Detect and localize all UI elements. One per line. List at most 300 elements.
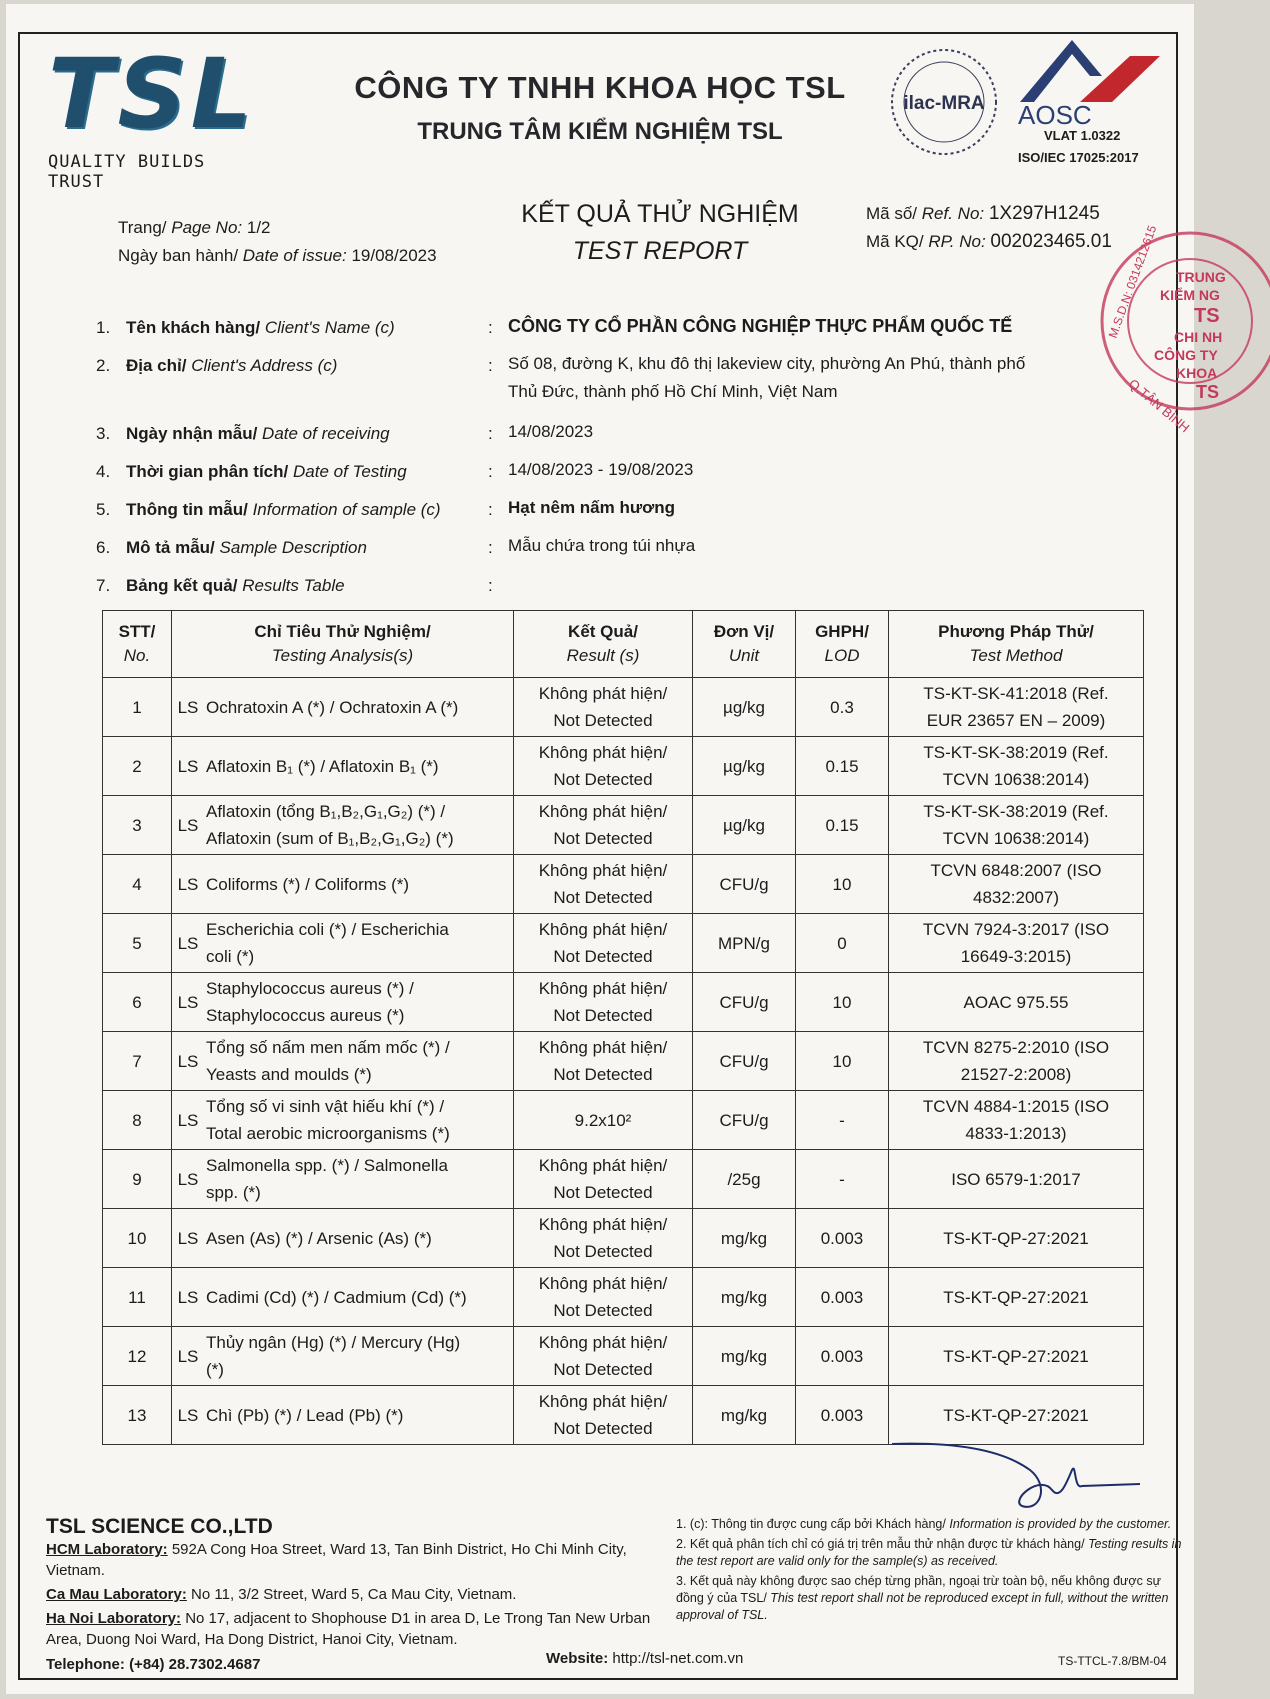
cell-result (514, 737, 693, 796)
cell-method-text: 21527-2:2008) (960, 1065, 1072, 1084)
cell-unit-text: µg/kg (723, 697, 765, 717)
cell-analysis-text: Asen (As) (*) / Arsenic (As) (*) (206, 1228, 432, 1248)
cell-result (514, 1268, 693, 1327)
info-label-vi: Mô tả mẫu/ (126, 538, 215, 557)
svg-text:Q.TÂN BÌNH: Q.TÂN BÌNH (1125, 375, 1193, 436)
cell-lod-text: 0 (837, 933, 847, 953)
cell-unit (693, 678, 796, 737)
table-row (103, 855, 1144, 914)
info-sample-information (96, 500, 441, 520)
cell-result (514, 855, 693, 914)
address-line-2: Thủ Đức, thành phố Hồ Chí Minh, Việt Nam (508, 382, 838, 401)
table-row (103, 1091, 1144, 1150)
cell-no-text: 1 (132, 697, 142, 717)
cell-unit-text: mg/kg (720, 1228, 768, 1248)
table-row (103, 1327, 1144, 1386)
header-unit-en: Unit (728, 646, 760, 665)
rp-label: Mã KQ/ (866, 232, 924, 251)
cell-unit-text: µg/kg (723, 815, 765, 835)
cell-ls (172, 1268, 205, 1327)
camau-label: Ca Mau Laboratory: (46, 1586, 187, 1603)
header-result-en: Result (s) (566, 646, 640, 665)
footer-note (676, 1536, 1191, 1570)
cell-unit (693, 1386, 796, 1445)
aosc-iso: ISO/IEC 17025:2017 (1018, 150, 1139, 165)
issue-date-line (118, 242, 437, 270)
info-colon: : (488, 538, 493, 557)
cell-analysis-text: Cadimi (Cd) (*) / Cadmium (Cd) (*) (206, 1287, 467, 1307)
note-num: 1. (676, 1517, 687, 1531)
cell-result-text: Không phát hiện/ (538, 1392, 668, 1411)
cell-unit (693, 1032, 796, 1091)
info-label-en: Date of Testing (292, 462, 407, 481)
cell-no (103, 796, 172, 855)
cell-result-text: Not Detected (553, 1006, 653, 1025)
header-result (514, 611, 693, 678)
cell-no-text: 13 (127, 1405, 147, 1425)
cell-analysis-text: Escherichia coli (*) / Escherichia (206, 920, 449, 939)
telephone-value: (+84) 28.7302.4687 (129, 1656, 261, 1673)
cell-result-text: Không phát hiện/ (538, 979, 668, 998)
cell-analysis-text: Yeasts and moulds (*) (206, 1065, 372, 1084)
cell-lod-text: 10 (832, 992, 852, 1012)
cell-unit (693, 973, 796, 1032)
info-label-vi: Thời gian phân tích/ (126, 462, 289, 481)
info-client-address (96, 356, 337, 376)
cell-method-text: 4833-1:2013) (965, 1124, 1067, 1143)
cell-analysis-text: coli (*) (206, 947, 255, 966)
cell-unit (693, 1327, 796, 1386)
header-method-en: Test Method (969, 646, 1063, 665)
title-en: TEST REPORT (572, 237, 748, 265)
info-colon: : (488, 424, 493, 443)
header-no-en: No. (123, 646, 151, 665)
footer-notes (676, 1516, 1191, 1627)
cell-ls-text: LS (177, 874, 199, 894)
header-no-vi: STT/ (118, 622, 156, 641)
cell-result-text: Not Detected (553, 1242, 653, 1261)
header-lod-en: LOD (824, 646, 860, 665)
cell-ls-text: LS (177, 1228, 199, 1248)
cell-result-text: Not Detected (553, 829, 653, 848)
cell-unit-text: MPN/g (718, 933, 770, 953)
cell-unit (693, 1150, 796, 1209)
cell-ls (172, 1032, 205, 1091)
info-colon: : (488, 462, 493, 481)
cell-ls-text: LS (177, 1051, 199, 1071)
cell-result-text: Not Detected (553, 1301, 653, 1320)
aosc-accreditation (1010, 36, 1170, 176)
cell-method (889, 1327, 1144, 1386)
form-code: TS-TTCL-7.8/BM-04 (1058, 1654, 1167, 1668)
cell-method (889, 1150, 1144, 1209)
cell-lod (796, 973, 889, 1032)
cell-analysis (204, 914, 514, 973)
cell-analysis-text: Staphylococcus aureus (*) / (206, 979, 414, 998)
note-vi: Kết quả phân tích chỉ có giá trị trên mẫu thử nhận được từ khách hàng/ (689, 1537, 1085, 1551)
page-number-line (118, 214, 437, 242)
hcm-label: HCM Laboratory: (46, 1541, 168, 1558)
cell-no (103, 1091, 172, 1150)
cell-lod (796, 1327, 889, 1386)
svg-text:TS: TS (1196, 382, 1220, 402)
cell-ls-text: LS (177, 992, 199, 1012)
cell-result (514, 796, 693, 855)
cell-lod-text: 0.003 (820, 1287, 864, 1307)
ref-label-en: Ref. No: (921, 204, 985, 223)
cell-lod (796, 1268, 889, 1327)
cell-analysis (204, 1327, 514, 1386)
info-date-receiving (96, 424, 390, 444)
cell-analysis (204, 1150, 514, 1209)
cell-unit-text: /25g (727, 1169, 761, 1189)
cell-no-text: 7 (132, 1051, 142, 1071)
cell-result (514, 973, 693, 1032)
cell-lod (796, 1209, 889, 1268)
table-row (103, 737, 1144, 796)
cell-lod-text: 10 (832, 874, 852, 894)
info-date-testing (96, 462, 407, 482)
info-sample-description (96, 538, 367, 558)
cell-ls (172, 796, 205, 855)
cell-ls-text: LS (177, 933, 199, 953)
footer-company: TSL SCIENCE CO.,LTD (46, 1515, 273, 1538)
cell-no (103, 1150, 172, 1209)
header-analysis-vi: Chỉ Tiêu Thử Nghiệm/ (254, 622, 431, 641)
cell-result (514, 1032, 693, 1091)
info-label-en: Information of sample (c) (252, 500, 441, 519)
table-header-row (103, 611, 1144, 678)
ilac-mra-badge (888, 46, 1000, 158)
info-num: 1. (96, 318, 111, 337)
cell-no-text: 11 (128, 1287, 146, 1307)
date-testing-value: 14/08/2023 - 19/08/2023 (508, 460, 694, 479)
header-unit-vi: Đơn Vị/ (713, 622, 775, 641)
cell-no (103, 1386, 172, 1445)
cell-lod (796, 1032, 889, 1091)
cell-lod (796, 1386, 889, 1445)
cell-method-text: TS-KT-SK-38:2019 (Ref. (923, 802, 1109, 821)
cell-result-text: Not Detected (553, 1183, 653, 1202)
cell-no-text: 5 (132, 933, 142, 953)
cell-analysis (204, 796, 514, 855)
website-link[interactable]: http://tsl-net.com.vn (612, 1650, 744, 1667)
logo-tagline: QUALITY BUILDS TRUST (48, 152, 206, 192)
table-row (103, 1268, 1144, 1327)
header-no (103, 611, 172, 678)
sample-description-value: Mẫu chứa trong túi nhựa (508, 536, 696, 555)
cell-lod-text: 0.15 (825, 756, 859, 776)
cell-analysis-text: Salmonella spp. (*) / Salmonella (206, 1156, 448, 1175)
title-vi: KẾT QUẢ THỬ NGHIỆM (521, 200, 799, 228)
cell-method (889, 1091, 1144, 1150)
page-label-en: Page No: (171, 218, 243, 237)
svg-text:KHOA: KHOA (1176, 365, 1218, 381)
cell-no (103, 973, 172, 1032)
tsl-logo (48, 38, 268, 192)
cell-lod (796, 914, 889, 973)
cell-no-text: 9 (132, 1169, 142, 1189)
cell-unit-text: mg/kg (720, 1405, 768, 1425)
rp-label-en: RP. No: (928, 232, 986, 251)
signature (890, 1440, 1150, 1520)
cell-result-text: Không phát hiện/ (538, 743, 668, 762)
date-label-en: Date of issue: (242, 246, 347, 265)
cell-lod-text: 0.003 (820, 1405, 864, 1425)
hanoi-label: Ha Noi Laboratory: (46, 1610, 182, 1627)
header-analysis (172, 611, 514, 678)
cell-no (103, 1209, 172, 1268)
cell-result (514, 914, 693, 973)
cell-method (889, 914, 1144, 973)
cell-ls-text: LS (177, 1405, 199, 1425)
cell-no (103, 1032, 172, 1091)
cell-method-text: TCVN 6848:2007 (ISO (930, 861, 1102, 880)
report-title (480, 200, 840, 266)
cell-unit (693, 1091, 796, 1150)
cell-method (889, 678, 1144, 737)
cell-ls (172, 1386, 205, 1445)
table-row (103, 1209, 1144, 1268)
cell-result-text: Không phát hiện/ (538, 1274, 668, 1293)
cell-analysis-text: Aflatoxin B₁ (*) / Aflatoxin B₁ (*) (206, 756, 439, 776)
client-address-value (508, 350, 1025, 406)
cell-method-text: TS-KT-QP-27:2021 (943, 1346, 1089, 1366)
cell-analysis (204, 678, 514, 737)
cell-method (889, 1209, 1144, 1268)
cell-unit (693, 1209, 796, 1268)
date-receiving-value: 14/08/2023 (508, 422, 594, 441)
cell-method-text: 16649-3:2015) (960, 947, 1072, 966)
cell-analysis (204, 737, 514, 796)
cell-result-text: Không phát hiện/ (538, 802, 668, 821)
cell-result (514, 1386, 693, 1445)
cell-no-text: 8 (132, 1110, 142, 1130)
company-stamp (1090, 223, 1270, 436)
info-results-table (96, 576, 345, 596)
header-method (889, 611, 1144, 678)
cell-analysis-text: spp. (*) (206, 1183, 261, 1202)
hanoi-address: No 17, adjacent to Shophouse D1 in area D, Le Trong Tan New Urban Area, Duong Noi Ward, Ha Dong District, Hanoi City, Vietnam. (46, 1610, 651, 1648)
cell-lod (796, 678, 889, 737)
info-num: 5. (96, 500, 111, 519)
cell-no-text: 6 (132, 992, 142, 1012)
info-label-en: Results Table (242, 576, 345, 595)
footer-note (676, 1573, 1191, 1624)
footer-website (546, 1650, 743, 1667)
header-analysis-en: Testing Analysis(s) (271, 646, 414, 665)
cell-no (103, 678, 172, 737)
note-en: Information is provided by the customer. (949, 1517, 1172, 1531)
note-en: This test report shall not be reproduced except in full, without the written approval of TSL. (676, 1591, 1169, 1622)
cell-method (889, 1032, 1144, 1091)
cell-ls (172, 1091, 205, 1150)
cell-no (103, 914, 172, 973)
cell-ls-text: LS (177, 1287, 199, 1307)
note-vi: Kết quả này không được sao chép từng phần, ngoại trừ toàn bộ, nếu không được sự đồng ý của TSL/ (676, 1574, 1161, 1605)
svg-text:TRUNG: TRUNG (1176, 269, 1226, 285)
cell-analysis (204, 1209, 514, 1268)
note-num: 2. (676, 1537, 687, 1551)
aosc-name: AOSC (1018, 100, 1092, 130)
note-vi: (c): Thông tin được cung cấp bởi Khách hàng/ (689, 1517, 946, 1531)
cell-analysis-text: Tổng số vi sinh vật hiếu khí (*) / (206, 1097, 445, 1116)
cell-unit-text: CFU/g (719, 1051, 769, 1071)
svg-text:CHI NH: CHI NH (1174, 329, 1223, 345)
note-num: 3. (676, 1574, 687, 1588)
cell-lod-text: 0.3 (830, 697, 854, 717)
rp-number-line (866, 228, 1112, 256)
logo-mark: TSL (48, 38, 256, 150)
cell-unit-text: CFU/g (719, 874, 769, 894)
cell-lod (796, 1150, 889, 1209)
report-meta-left (118, 214, 437, 270)
cell-unit (693, 914, 796, 973)
info-colon: : (488, 576, 493, 595)
cell-result (514, 678, 693, 737)
svg-text:ilac-MRA: ilac-MRA (903, 93, 985, 114)
cell-result-text: Not Detected (553, 1360, 653, 1379)
cell-result-text: Not Detected (553, 888, 653, 907)
cell-method-text: AOAC 975.55 (963, 992, 1069, 1012)
cell-analysis-text: Total aerobic microorganisms (*) (206, 1124, 450, 1143)
cell-lod-text: - (839, 1169, 845, 1189)
note-en: Testing results in the test report are valid only for the sample(s) as received. (676, 1537, 1182, 1568)
info-label-en: Sample Description (219, 538, 367, 557)
cell-result-text: Not Detected (553, 1065, 653, 1084)
cell-no (103, 1268, 172, 1327)
cell-ls-text: LS (177, 1169, 199, 1189)
cell-no (103, 1327, 172, 1386)
cell-no-text: 3 (132, 815, 142, 835)
cell-result-text: Không phát hiện/ (538, 1333, 668, 1352)
cell-analysis-text: Tổng số nấm men nấm mốc (*) / (206, 1038, 450, 1057)
cell-ls-text: LS (177, 697, 199, 717)
cell-lod (796, 855, 889, 914)
info-label-vi: Ngày nhận mẫu/ (126, 424, 258, 443)
results-body (103, 678, 1144, 1445)
header-unit (693, 611, 796, 678)
cell-method-text: 4832:2007) (972, 888, 1060, 907)
info-num: 3. (96, 424, 111, 443)
ref-value: 1X297H1245 (988, 203, 1100, 224)
cell-method-text: TS-KT-QP-27:2021 (943, 1287, 1089, 1307)
cell-lod-text: - (839, 1110, 845, 1130)
table-row (103, 796, 1144, 855)
cell-ls (172, 678, 205, 737)
aosc-triangle-logo (1010, 36, 1170, 106)
telephone-label: Telephone: (46, 1656, 125, 1673)
cell-ls (172, 855, 205, 914)
cell-method (889, 796, 1144, 855)
results-table (102, 610, 1144, 1445)
cell-lod-text: 0.15 (825, 815, 859, 835)
info-num: 6. (96, 538, 111, 557)
cell-unit-text: CFU/g (719, 992, 769, 1012)
cell-unit-text: CFU/g (719, 1110, 769, 1130)
cell-unit (693, 796, 796, 855)
center-name: TRUNG TÂM KIỂM NGHIỆM TSL (417, 118, 783, 145)
info-label-vi: Địa chỉ/ (126, 356, 187, 375)
cell-analysis (204, 1386, 514, 1445)
rp-value: 002023465.01 (990, 231, 1112, 252)
cell-analysis-text: Staphylococcus aureus (*) (206, 1006, 405, 1025)
info-colon: : (488, 318, 493, 337)
aosc-vlat: VLAT 1.0322 (1044, 128, 1121, 143)
cell-analysis (204, 1032, 514, 1091)
cell-result (514, 1150, 693, 1209)
cell-unit-text: µg/kg (723, 756, 765, 776)
cell-method (889, 1268, 1144, 1327)
table-row (103, 1032, 1144, 1091)
cell-result-text: Không phát hiện/ (538, 861, 668, 880)
cell-no-text: 2 (132, 756, 142, 776)
header-lod-vi: GHPH/ (815, 622, 869, 641)
cell-unit (693, 855, 796, 914)
svg-text:KIỂM NG: KIỂM NG (1160, 287, 1220, 303)
info-num: 2. (96, 356, 111, 375)
cell-method-text: TCVN 4884-1:2015 (ISO (922, 1097, 1110, 1116)
hcm-address: 592A Cong Hoa Street, Ward 13, Tan Binh District, Ho Chi Minh City, Vietnam. (46, 1541, 627, 1579)
cell-no (103, 855, 172, 914)
cell-analysis-text: Ochratoxin A (*) / Ochratoxin A (*) (206, 697, 459, 717)
cell-ls (172, 914, 205, 973)
footer-note (676, 1516, 1191, 1533)
date-value: 19/08/2023 (351, 246, 437, 265)
cell-no-text: 12 (127, 1346, 147, 1366)
cell-method-text: TS-KT-QP-27:2021 (943, 1228, 1089, 1248)
cell-ls (172, 737, 205, 796)
cell-ls (172, 973, 205, 1032)
info-client-name (96, 318, 395, 338)
table-row (103, 1386, 1144, 1445)
svg-text:M.S.D.N: 0314212615: M.S.D.N: 0314212615 (1105, 223, 1160, 340)
cell-lod (796, 1091, 889, 1150)
cell-analysis (204, 1091, 514, 1150)
cell-method (889, 1386, 1144, 1445)
cell-method-text: TCVN 8275-2:2010 (ISO (922, 1038, 1110, 1057)
cell-lod-text: 10 (832, 1051, 852, 1071)
cell-ls (172, 1150, 205, 1209)
cell-analysis-text: (*) (206, 1360, 224, 1379)
cell-result-text: Không phát hiện/ (538, 1215, 668, 1234)
ref-label: Mã số/ (866, 204, 918, 223)
header-result-vi: Kết Quả/ (568, 622, 638, 641)
report-meta-right (866, 200, 1112, 256)
info-colon: : (488, 500, 493, 519)
website-label: Website: (546, 1650, 609, 1667)
cell-result-text: Không phát hiện/ (538, 1156, 668, 1175)
cell-no-text: 10 (127, 1228, 147, 1248)
cell-result-text: 9.2x10² (574, 1110, 632, 1130)
company-heading (320, 70, 880, 146)
sample-information-value: Hạt nêm nấm hương (508, 498, 676, 517)
svg-text:TS: TS (1194, 305, 1220, 327)
cell-lod-text: 0.003 (820, 1346, 864, 1366)
cell-method-text: TS-KT-QP-27:2021 (943, 1405, 1089, 1425)
info-label-en: Date of receiving (262, 424, 390, 443)
cell-ls-text: LS (177, 815, 199, 835)
cell-unit-text: mg/kg (720, 1346, 768, 1366)
page-value: 1/2 (246, 218, 271, 237)
cell-lod (796, 737, 889, 796)
cell-ls (172, 1209, 205, 1268)
info-label-vi: Thông tin mẫu/ (126, 500, 248, 519)
cell-lod-text: 0.003 (820, 1228, 864, 1248)
footer-hanoi (46, 1608, 656, 1650)
svg-text:CÔNG TY: CÔNG TY (1154, 347, 1218, 363)
cell-method-text: TS-KT-SK-38:2019 (Ref. (923, 743, 1109, 762)
